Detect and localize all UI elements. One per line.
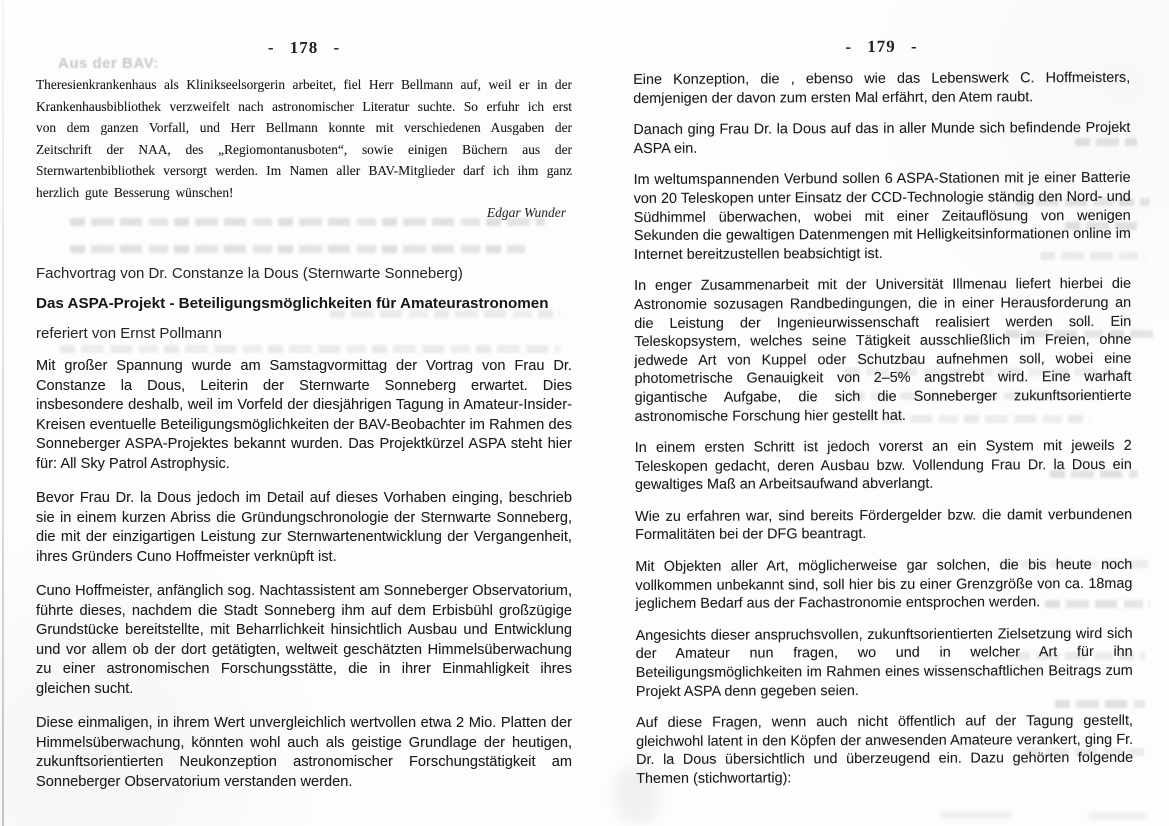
scan-smudge bbox=[1088, 813, 1146, 819]
lecture-title: Das ASPA-Projekt - Beteiligungsmöglichkeiten für Amateurastronomen bbox=[36, 295, 549, 312]
left-body-text bbox=[36, 357, 572, 792]
lecture-header: Fachvortrag von Dr. Constanze la Dous (Sternwarte Sonneberg) bbox=[36, 265, 463, 282]
body-paragraph: Auf diese Fragen, wenn auch nicht öffentlich auf der Tagung gestellt, gleichwohl latent in den Köpfen der anwesenden Amateure verankert, ging Fr. Dr. la Dous übersichtlich und überzeugend ein. Dazu gehörten folgende Themen (stichwortartig): bbox=[635, 713, 1134, 787]
page-number-right: - 179 - bbox=[845, 36, 918, 57]
intro-paragraph: Theresienkrankenhaus als Klinikseelsorgerin arbeitet, fiel Herr Bellmann auf, weil er in der Krankenhausbibliothek verzweifelt nach astronomischer Literatur suchte. So erfuhr ich erst von dem ganzen Vorfall, und Herr Bellmann konnte mit verschiedenen Ausgaben der Zeitschrift der NAA, des „Regiomontanusboten“, sowie einigen Büchern aus der Sternwartenbibliothek versorgt werden. Im Namen aller BAV-Mitglieder darf ich ihm ganz herzlich gute Besserung wünschen! bbox=[36, 77, 572, 200]
body-paragraph: Diese einmaligen, in ihrem Wert unvergleichlich wertvollen etwa 2 Mio. Platten der Himmelsüberwachung, könnten wohl auch als geistige Grundlage der heutigen, zukunftsorientierten Neukonzeption astronomischer Forschungstätigkeit am Sonneberger Observatorium verstanden werden. bbox=[36, 715, 572, 790]
page-number-left: - 178 - bbox=[267, 38, 341, 57]
scan-smudge bbox=[940, 812, 1012, 818]
scanner-edge-artifact bbox=[2, 0, 4, 826]
body-paragraph: Cuno Hoffmeister, anfänglich sog. Nachtassistent am Sonneberger Observatorium, führte dieses, nachdem die Stadt Sonneberg ihm auf dem Erbisbühl großzügige Grundstücke bereitstellte, mit Beharrlichkeit hinsichtlich Ausbau und Entwicklung und vor allem ob der dort getätigten, weltweit geschätzten Himmelsüberwachung zu einer astronomischen Forschungsstätte, die in ihrer Einmahligkeit ihres gleichen sucht. bbox=[36, 583, 572, 697]
body-paragraph: In einem ersten Schritt ist jedoch vorerst an ein System mit jeweils 2 Teleskopen gedacht, deren Ausbau bzw. Vollendung Frau Dr. la Dous ein gewaltiges Maß an Arbeitsaufwand abverlangt. bbox=[634, 437, 1132, 494]
page-178 bbox=[36, 38, 572, 792]
body-paragraph: Angesichts dieser anspruchsvollen, zukunftsorientierten Zielsetzung wird sich der Amateur nun fragen, wo und in welcher Art für ihn Beteiligungsmöglichkeiten im Rahmen eines wissenschaftlichen Beitrags zum Projekt ASPA denn gegeben seien. bbox=[635, 625, 1133, 700]
right-body-text bbox=[633, 69, 1133, 789]
body-paragraph: Danach ging Frau Dr. la Dous auf das in aller Munde sich befindende Projekt ASPA ein. bbox=[633, 120, 1131, 157]
body-paragraph: Im weltumspannenden Verbund sollen 6 ASPA-Stationen mit je einer Batterie von 20 Teleskopen unter Einsatz der CCD-Technologie ständig den Nord- und Südhimmel überwachen, wobei mit einer Zeitauflösung von wenigen Sekunden die gewaltigen Datenmengen mit Helligkeitsinformationen online im Internet bereitzustellen beabsichtigt ist. bbox=[633, 170, 1131, 263]
bleedthrough-text: Aus der BAV: bbox=[58, 55, 159, 72]
body-paragraph: Mit großer Spannung wurde am Samstagvormittag der Vortrag von Frau Dr. Constanze la Dous, Leiterin der Sternwarte Sonneberg erwartet. Dies insbesondere deshalb, weil im Vorfeld der diesjährigen Tagung in Amateur-Insider-Kreisen eventuelle Beteiligungsmöglichkeiten der BAV-Beobachter im Rahmen des Sonneberger ASPA-Projektes bekannt wurden. Das Projektkürzel ASPA steht hier für: All Sky Patrol Astrophysic. bbox=[36, 358, 572, 472]
author-signature: Edgar Wunder bbox=[486, 205, 566, 220]
page-179 bbox=[633, 36, 1133, 789]
body-paragraph: Bevor Frau Dr. la Dous jedoch im Detail auf dieses Vorhaben einging, beschrieb sie in einem kurzen Abriss die Gründungschronologie der Sternwarte Sonneberg, die mit der einzigartigen Leistung zur Sternwartenentwicklung der Vergangenheit, ihres Gründers Cuno Hoffmeister verknüpft ist. bbox=[36, 490, 572, 565]
body-paragraph: In enger Zusammenarbeit mit der Universität Illmenau liefert hierbei die Astronomie sozusagen Randbedingungen, die in einer Herausforderung an die Leistung der Ingenieurwissenschaft realisiert werden soll. Ein Teleskopsystem, welches seine Tätigkeit ausschließlich im Freien, ohne jedwede Art von Kuppel oder Schutzbau aufnehmen soll, wobei eine photometrische Genauigkeit von 2–5% angstrebt wird. Eine warhaft gigantische Aufgabe, die sich die Sonneberger zukunftsorientierte astronomische Forschung hier gestellt hat. bbox=[634, 276, 1132, 425]
body-paragraph: Eine Konzeption, die , ebenso wie das Lebenswerk C. Hoffmeisters, demjenigen der davon zum ersten Mal erfährt, den Atem raubt. bbox=[633, 69, 1131, 107]
speaker-line: referiert von Ernst Pollmann bbox=[36, 325, 222, 342]
body-paragraph: Mit Objekten aller Art, möglicherweise gar solchen, die bis heute noch vollkommen unbekannt sind, soll hier bis zu einer Grenzgröße von ca. 18mag jeglichem Bedarf aus der Fachastronomie entsprochen werden. bbox=[635, 556, 1133, 613]
body-paragraph: Wie zu erfahren war, sind bereits Fördergelder bzw. die damit verbundenen Formalitäten bei der DFG beantragt. bbox=[635, 506, 1133, 544]
